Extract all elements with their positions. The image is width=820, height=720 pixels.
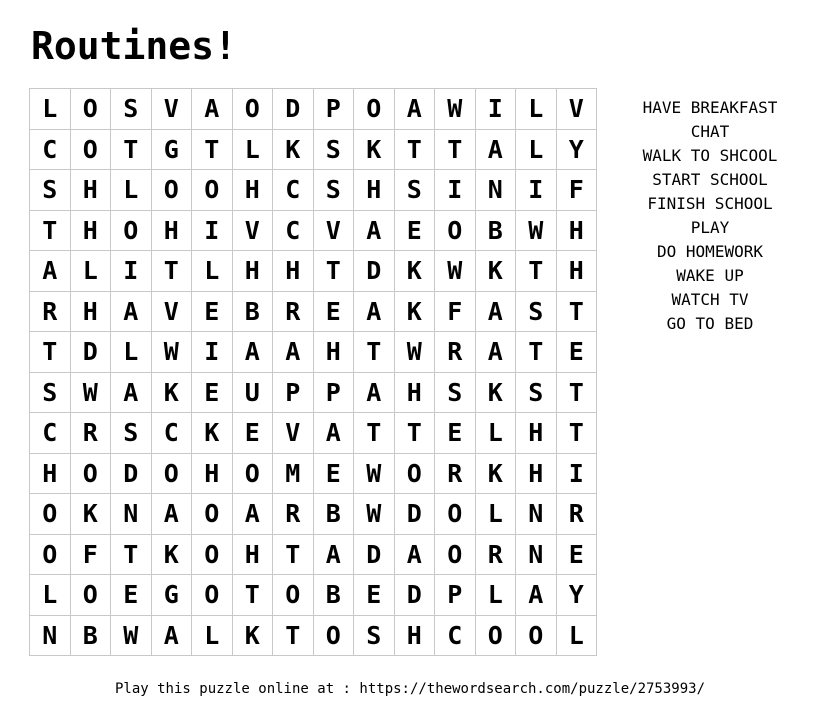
grid-row [30,210,597,251]
grid-cell: H [516,453,557,494]
grid-cell: L [70,251,111,292]
grid-cell: R [273,494,314,535]
grid-row [30,413,597,454]
word-list [620,96,800,336]
grid-cell: B [70,615,111,656]
grid-cell: K [273,129,314,170]
grid-cell: H [516,413,557,454]
grid-cell: E [111,575,152,616]
grid-cell: M [273,453,314,494]
grid-cell: S [516,372,557,413]
grid-cell: T [313,251,354,292]
grid-cell: H [273,251,314,292]
grid-cell: R [435,453,476,494]
grid-cell: K [70,494,111,535]
grid-cell: G [151,575,192,616]
grid-cell: T [556,413,597,454]
grid-cell: L [556,615,597,656]
grid-cell: T [30,332,71,373]
grid-cell: A [111,291,152,332]
grid-cell: C [273,210,314,251]
grid-cell: E [313,453,354,494]
grid-cell: O [30,494,71,535]
grid-cell: A [394,534,435,575]
grid-cell: D [354,251,395,292]
grid-cell: A [354,291,395,332]
grid-cell: L [192,615,233,656]
grid-cell: H [394,372,435,413]
grid-cell: Y [556,129,597,170]
grid-cell: O [70,89,111,130]
grid-cell: T [232,575,273,616]
grid-cell: D [394,575,435,616]
grid-cell: I [111,251,152,292]
grid-cell: P [435,575,476,616]
grid-cell: O [70,575,111,616]
grid-cell: T [516,251,557,292]
grid-cell: D [70,332,111,373]
grid-cell: F [70,534,111,575]
grid-row [30,453,597,494]
grid-cell: S [30,170,71,211]
grid-cell: L [111,170,152,211]
grid-row [30,129,597,170]
grid-cell: H [151,210,192,251]
word-list-item: WALK TO SHCOOL [642,146,778,165]
word-list-item: GO TO BED [666,314,754,333]
grid-cell: W [516,210,557,251]
grid-cell: A [232,494,273,535]
grid-row [30,170,597,211]
word-list-item: DO HOMEWORK [657,242,763,261]
grid-cell: K [475,251,516,292]
grid-cell: K [475,372,516,413]
grid-cell: L [475,575,516,616]
grid-cell: C [30,129,71,170]
grid-cell: P [313,89,354,130]
grid-cell: G [151,129,192,170]
grid-cell: T [192,129,233,170]
grid-cell: S [313,170,354,211]
grid-cell: T [394,129,435,170]
grid-cell: A [313,534,354,575]
grid-cell: T [354,332,395,373]
grid-cell: O [516,615,557,656]
grid-cell: D [354,534,395,575]
grid-cell: V [273,413,314,454]
grid-cell: S [354,615,395,656]
word-list-item: CHAT [690,122,730,141]
grid-cell: D [394,494,435,535]
grid-cell: S [111,413,152,454]
grid-cell: T [556,372,597,413]
grid-cell: K [475,453,516,494]
grid-cell: T [111,129,152,170]
grid-cell: K [151,372,192,413]
grid-cell: D [111,453,152,494]
grid-cell: O [232,89,273,130]
grid-cell: T [556,291,597,332]
grid-cell: E [192,291,233,332]
grid-cell: A [30,251,71,292]
grid-cell: W [354,494,395,535]
grid-cell: K [192,413,233,454]
grid-cell: O [313,615,354,656]
grid-cell: H [192,453,233,494]
footer-link-text: Play this puzzle online at : https://thewordsearch.com/puzzle/2753993/ [114,681,705,697]
grid-cell: Y [556,575,597,616]
grid-cell: O [192,534,233,575]
grid-cell: H [556,251,597,292]
grid-row [30,291,597,332]
grid-cell: A [475,129,516,170]
grid-cell: I [475,89,516,130]
grid-cell: S [313,129,354,170]
grid-cell: W [111,615,152,656]
grid-cell: I [516,170,557,211]
grid-cell: V [151,89,192,130]
grid-cell: O [435,534,476,575]
grid-cell: T [273,534,314,575]
grid-cell: B [475,210,516,251]
grid-cell: E [192,372,233,413]
grid-cell: T [435,129,476,170]
grid-cell: L [30,89,71,130]
grid-cell: O [354,89,395,130]
grid-cell: B [232,291,273,332]
grid-cell: N [475,170,516,211]
grid-cell: H [30,453,71,494]
grid-cell: T [354,413,395,454]
grid-cell: O [70,129,111,170]
grid-cell: R [475,534,516,575]
grid-cell: H [70,170,111,211]
grid-cell: T [516,332,557,373]
grid-cell: O [192,170,233,211]
grid-cell: B [313,575,354,616]
grid-cell: O [70,453,111,494]
grid-cell: A [151,494,192,535]
word-list-item: START SCHOOL [652,170,768,189]
grid-cell: A [354,210,395,251]
grid-cell: F [556,170,597,211]
word-list-item: PLAY [690,218,730,237]
grid-cell: D [273,89,314,130]
grid-cell: L [232,129,273,170]
grid-cell: K [232,615,273,656]
grid-cell: S [516,291,557,332]
grid-cell: H [313,332,354,373]
word-list-item: WAKE UP [676,266,744,285]
grid-cell: O [394,453,435,494]
grid-cell: P [313,372,354,413]
grid-cell: S [111,89,152,130]
grid-cell: R [70,413,111,454]
grid-row [30,494,597,535]
grid-cell: L [475,413,516,454]
word-list-item: HAVE BREAKFAST [642,98,778,117]
grid-cell: L [192,251,233,292]
grid-cell: S [435,372,476,413]
grid-cell: A [151,615,192,656]
grid-cell: T [394,413,435,454]
grid-cell: K [394,251,435,292]
grid-cell: O [435,210,476,251]
grid-cell: V [232,210,273,251]
grid-cell: I [192,332,233,373]
grid-cell: C [151,413,192,454]
grid-cell: T [111,534,152,575]
grid-cell: S [30,372,71,413]
grid-cell: E [556,534,597,575]
grid-cell: O [151,453,192,494]
word-list-item: FINISH SCHOOL [647,194,773,213]
grid-cell: H [354,170,395,211]
grid-row [30,89,597,130]
grid-cell: O [192,494,233,535]
grid-cell: N [516,494,557,535]
grid-cell: W [435,89,476,130]
grid-cell: O [475,615,516,656]
grid-cell: K [394,291,435,332]
grid-cell: L [111,332,152,373]
grid-cell: L [30,575,71,616]
grid-cell: A [313,413,354,454]
grid-cell: R [556,494,597,535]
grid-cell: C [30,413,71,454]
grid-cell: L [475,494,516,535]
grid-cell: A [192,89,233,130]
grid-cell: L [516,89,557,130]
grid-row [30,332,597,373]
grid-cell: A [475,291,516,332]
grid-cell: I [556,453,597,494]
grid-cell: T [273,615,314,656]
grid-cell: O [151,170,192,211]
grid-cell: O [435,494,476,535]
grid-cell: O [111,210,152,251]
grid-cell: H [232,534,273,575]
grid-cell: U [232,372,273,413]
grid-cell: H [70,210,111,251]
grid-cell: O [30,534,71,575]
grid-cell: I [435,170,476,211]
grid-row [30,534,597,575]
grid-cell: V [556,89,597,130]
grid-cell: B [313,494,354,535]
letter-grid [29,88,597,656]
grid-cell: E [232,413,273,454]
grid-cell: A [475,332,516,373]
grid-cell: E [556,332,597,373]
grid-cell: A [232,332,273,373]
grid-cell: W [394,332,435,373]
grid-row [30,251,597,292]
grid-cell: O [273,575,314,616]
grid-cell: R [273,291,314,332]
page-title: Routines! [31,24,237,68]
grid-cell: H [232,251,273,292]
grid-cell: A [516,575,557,616]
grid-cell: V [151,291,192,332]
grid-cell: L [516,129,557,170]
grid-cell: W [354,453,395,494]
grid-cell: T [30,210,71,251]
grid-cell: K [354,129,395,170]
grid-cell: H [394,615,435,656]
grid-cell: E [354,575,395,616]
grid-cell: F [435,291,476,332]
grid-cell: H [556,210,597,251]
grid-cell: E [313,291,354,332]
grid-cell: C [273,170,314,211]
grid-cell: N [111,494,152,535]
grid-cell: W [70,372,111,413]
grid-cell: H [232,170,273,211]
grid-row [30,575,597,616]
grid-cell: W [435,251,476,292]
grid-cell: A [394,89,435,130]
grid-cell: A [111,372,152,413]
grid-cell: K [151,534,192,575]
grid-cell: A [354,372,395,413]
grid-cell: T [151,251,192,292]
grid-cell: P [273,372,314,413]
grid-cell: R [30,291,71,332]
grid-cell: O [192,575,233,616]
grid-cell: E [394,210,435,251]
grid-cell: R [435,332,476,373]
grid-cell: W [151,332,192,373]
grid-cell: A [273,332,314,373]
grid-cell: C [435,615,476,656]
grid-cell: O [232,453,273,494]
grid-row [30,372,597,413]
grid-cell: V [313,210,354,251]
grid-cell: S [394,170,435,211]
grid-row [30,615,597,656]
grid-cell: E [435,413,476,454]
grid-cell: I [192,210,233,251]
grid-cell: N [516,534,557,575]
grid-cell: H [70,291,111,332]
grid-cell: N [30,615,71,656]
word-list-item: WATCH TV [671,290,749,309]
